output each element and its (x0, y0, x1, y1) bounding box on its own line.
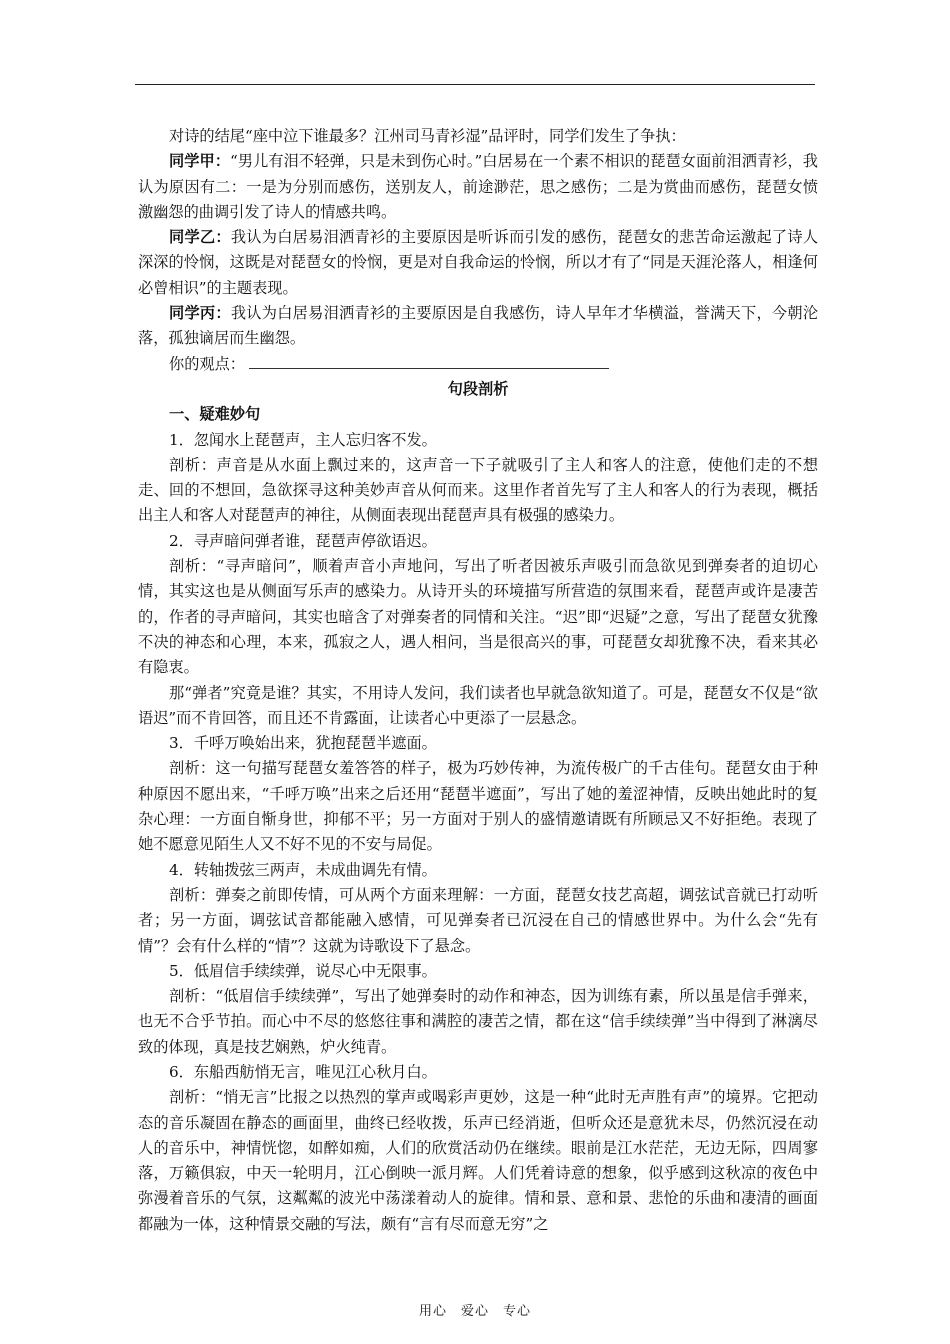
item-6-sentence: 6．东船西舫悄无言，唯见江心秋月白。 (169, 1062, 437, 1081)
student-a-label: 同学甲： (169, 152, 231, 171)
item-3-analysis: 剖析：这一句描写琵琶女羞答答的样子，极为巧妙传神，为流传极广的千古佳句。琵琶女由于种种原因不愿出来，“千呼万唤”出来之后还用“琵琶半遮面”，写出了她的羞涩神情，反映出她此时的复杂心理：一方面自惭身世，抑郁不平；另一方面对于别人的盛情邀请既有所顾忌又不好拒绝。表现了她不愿意见陌生人又不好不见的不安与局促。 (138, 759, 818, 854)
item-5-analysis: 剖析：“低眉信手续续弹”，写出了她弹奏时的动作和神态，因为训练有素，所以虽是信手弹来，也无不合乎节拍。而心中不尽的悠悠往事和满腔的凄苦之情，都在这“信手续续弹”当中得到了淋漓尽致的体现，真是技艺娴熟，炉火纯青。 (138, 987, 818, 1056)
student-c-text: 我认为白居易泪洒青衫的主要原因是自我感伤，诗人早年才华横溢，誉满天下，今朝沦落，孤独谪居而生幽怨。 (138, 304, 819, 348)
your-view-line (138, 352, 818, 377)
item-4-sentence: 4．转轴拨弦三两声，未成曲调先有情。 (169, 860, 437, 879)
student-a-text: “男儿有泪不轻弹，只是未到伤心时。”白居易在一个素不相识的琵琶女面前泪洒青衫，我认为原因有二：一是为分别而感伤，送别友人，前途渺茫，思之感伤；二是为赏曲而感伤，琵琶女愤激幽怨的曲调引发了诗人的情感共鸣。 (138, 152, 818, 221)
item-2-analysis: 剖析：“寻声暗问”，顺着声音小声地问，写出了听者因被乐声吸引而急欲见到弹奏者的迫切心情，其实这也是从侧面写乐声的感染力。从诗开头的环境描写所营造的氛围来看，琵琶声或许是凄苦的，作者的寻声暗问，其实也暗含了对弹奏者的同情和关注。“迟”即“迟疑”之意，写出了琵琶女犹豫不决的神态和心理，本来，孤寂之人，遇人相问，当是很高兴的事，可琵琶女却犹豫不决，看来其必有隐衷。 (138, 557, 818, 677)
document-body (138, 124, 818, 1237)
item-2-followup: 那“弹者”究竟是谁？其实，不用诗人发问，我们读者也早就急欲知道了。可是，琵琶女不仅是“欲语迟”而不肯回答，而且还不肯露面，让读者心中更添了一层悬念。 (138, 683, 818, 727)
item-6-analysis: 剖析：“悄无言”比报之以热烈的掌声或喝彩声更妙，这是一种“此时无声胜有声”的境界。它把动态的音乐凝固在静态的画面里，曲终已经收拨，乐声已经消逝，但听众还是意犹未尽，仍然沉浸在动人的音乐中，神情恍惚，如醉如痴，人们的欣赏活动仍在继续。眼前是江水茫茫，无边无际，四周寥落，万籁俱寂，中天一轮明月，江心倒映一派月辉。人们凭着诗意的想象，似乎感到这秋凉的夜色中弥漫着音乐的气氛，这粼粼的波光中荡漾着动人的旋律。情和景、意和景、悲怆的乐曲和凄清的画面都融为一体，这种情景交融的写法，颇有“言有尽而意无穷”之 (138, 1088, 818, 1233)
student-a-paragraph (138, 149, 818, 225)
item-3-sentence: 3．千呼万唤始出来，犹抱琵琶半遮面。 (169, 734, 437, 753)
answer-blank[interactable] (249, 354, 609, 369)
item-4-analysis: 剖析：弹奏之前即传情，可从两个方面来理解：一方面，琵琶女技艺高超，调弦试音就已打动听者；另一方面，调弦试音都能融入感情，可见弹奏者已沉浸在自己的情感世界中。为什么会“先有情”？会有什么样的“情”？这就为诗歌设下了悬念。 (138, 885, 818, 955)
item-1-sentence: 1．忽闻水上琵琶声，主人忘归客不发。 (169, 430, 437, 449)
subsection-title: 一、疑难妙句 (169, 405, 261, 424)
page-footer (0, 1300, 950, 1319)
footer-text-3: 专心 (503, 1304, 532, 1319)
item-5-sentence: 5．低眉信手续续弹，说尽心中无限事。 (169, 961, 437, 980)
student-b-paragraph (138, 225, 818, 301)
student-b-text: 我认为白居易泪洒青衫的主要原因是听诉而引发的感伤，琵琶女的悲苦命运激起了诗人深深的怜悯，这既是对琵琶女的怜悯，更是对自我命运的怜悯，所以才有了“同是天涯沦落人，相逢何必曾相识”的主题表现。 (138, 228, 819, 297)
section-title: 句段剖析 (447, 379, 509, 398)
student-c-paragraph (138, 301, 818, 352)
footer-text-2: 爱心 (460, 1304, 489, 1319)
student-c-label: 同学丙： (169, 304, 231, 323)
item-2-sentence: 2．寻声暗问弹者谁，琵琶声停欲语迟。 (169, 531, 437, 550)
student-b-label: 同学乙： (169, 228, 231, 247)
footer-text-1: 用心 (418, 1304, 447, 1319)
item-1-analysis: 剖析：声音是从水面上飘过来的，这声音一下子就吸引了主人和客人的注意，使他们走的不想走、回的不想回，急欲探寻这种美妙声音从何而来。这里作者首先写了主人和客人的行为表现，概括出主人和客人对琵琶声的神往，从侧面表现出琵琶声具有极强的感染力。 (138, 455, 818, 525)
your-view-label: 你的观点： (169, 354, 245, 373)
header-rule (135, 84, 815, 85)
intro-paragraph: 对诗的结尾“座中泣下谁最多？江州司马青衫湿”品评时，同学们发生了争执： (169, 127, 686, 145)
